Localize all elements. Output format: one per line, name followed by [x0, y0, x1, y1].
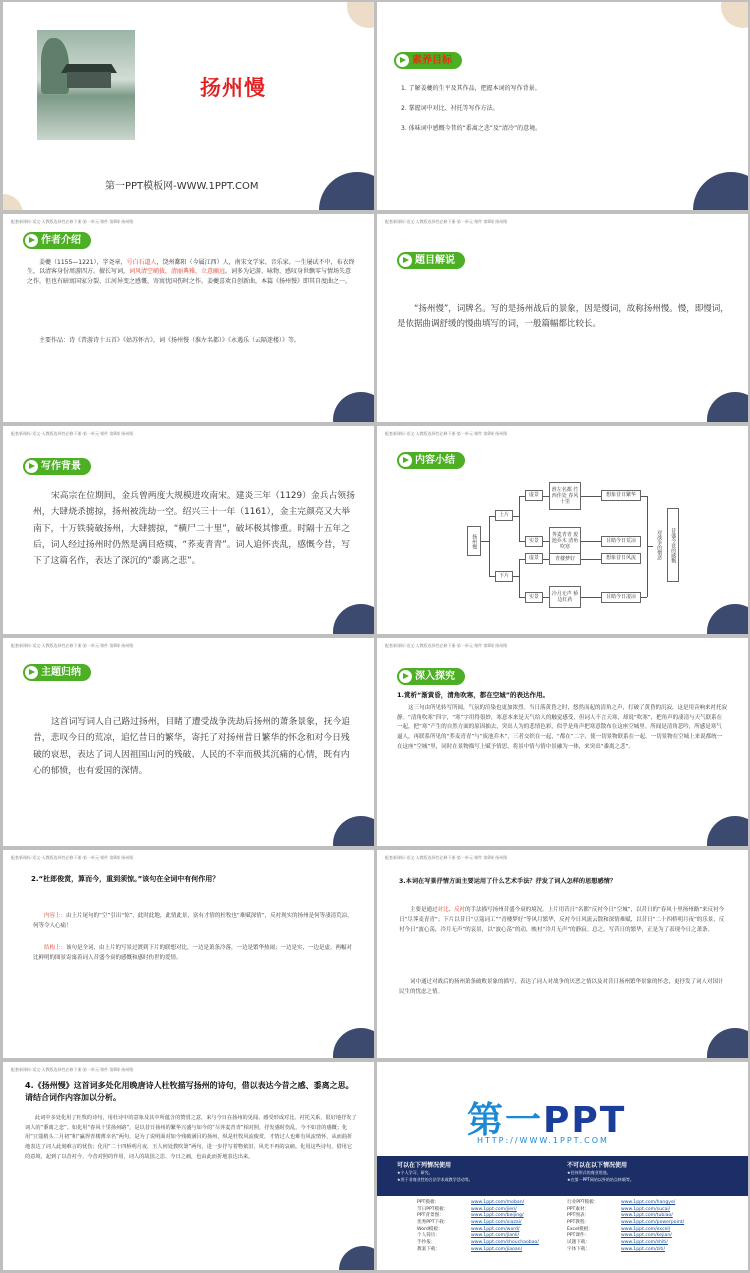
deco-circle	[319, 172, 374, 210]
goal-item: 2. 掌握词中对比、衬托等写作方法。	[401, 105, 499, 112]
title-paragraph: “扬州慢”，词牌名。写的是扬州战后的景象，因是慢词，故称扬州慢。慢，即慢词，是依据曲调舒缓的慢曲填写的词，一般篇幅都比较长。	[397, 304, 729, 330]
usage-allowed-1: ★个人学习、研究。	[397, 1170, 433, 1175]
link-row	[417, 1247, 539, 1254]
slide-inquiry-1[interactable]	[377, 638, 748, 846]
usage-allowed-2: ★用于非商业性的合法学术或教学活动等。	[397, 1177, 473, 1182]
deco-circle	[339, 1246, 374, 1270]
mm-virtual: 虚景	[525, 490, 543, 501]
slide-credits[interactable]	[377, 1062, 748, 1270]
question: 1.赏析“渐黄昏，清角吹寒，都在空城”的表达作用。	[397, 691, 550, 699]
usage-forbidden-title: 不可以在以下情况使用	[567, 1162, 628, 1169]
deco-circle	[693, 172, 748, 210]
link-url[interactable]: www.1ppt.com/beijing/	[471, 1213, 524, 1219]
slide-theme[interactable]	[3, 638, 374, 846]
answer: 此词中多处化用了杜牧的诗句，用杜诗中的意象及其中所蕴含的赞赏之意，来与今日在扬州的见闻、感受形成对比、衬托关系，很好地抒发了词人的“黍离之悲”。如化用“春风十里扬州路”，是以昔日扬州的繁华兴盛与如今的“尽荠麦青青”相对照，抒发感时伤乱。今不如昔的感慨；化用“豆蔻梢头二月初”和“赢得青楼薄幸名”两句，是为了说明面对如今残破满目的扬州，纵是杜牧风流俊赏，才情过人也难有风流情怀，从而曲折地表达了词人此刻难言的忧伤；化用“二十四桥明月夜，玉人何处教吹箫”两句，进一步抒写着物依旧、风光不再的哀痛。化用这些诗句，借用它的意境，起到了以昔衬今、今昔对照的作用，词人的故国之思、今日之痛，也由此而折地表达出来。	[25, 1115, 357, 1160]
link-label: PPT素材：	[567, 1206, 590, 1212]
slide-background[interactable]	[3, 426, 374, 634]
mm-c4: 目睹今日凄凉	[601, 592, 641, 603]
mm-b1: 淮左名都 竹西佳处 春风十里	[549, 482, 581, 510]
link-label: 个人简历：	[417, 1233, 440, 1239]
slide-title[interactable]	[3, 2, 374, 210]
link-url[interactable]: www.1ppt.com/jiaoan/	[471, 1246, 523, 1252]
mm-b3: 青楼梦好	[549, 553, 581, 565]
link-label: Excel模板：	[567, 1226, 593, 1232]
deco-circle	[721, 2, 748, 28]
link-row	[567, 1247, 684, 1254]
section-tag: 素养目标	[394, 52, 462, 69]
usage-band	[377, 1156, 748, 1196]
link-label: 试题下载：	[567, 1239, 590, 1245]
link-url[interactable]: www.1ppt.com/hangye/	[621, 1200, 676, 1205]
slide-header: 配套新课标·语文·人教版选择性必修下册·第一单元·课件 第8课 扬州慢	[385, 855, 508, 860]
slide-author[interactable]	[3, 214, 374, 422]
link-row	[417, 1220, 539, 1227]
links-left	[417, 1200, 539, 1253]
link-row	[417, 1240, 539, 1247]
theme-paragraph: 这首词写词人自己路过扬州，目睹了遭受战争洗劫后扬州的萧条景象，抚今追昔，悲叹今日的荒凉，追忆昔日的繁华，寄托了对扬州昔日繁华的怀念和对今日残破的哀思，表达了词人因祖国山河的残破、人民的不幸而极其沉痛的心情，既有内心的郁愤，也有爱国的深情。	[33, 717, 351, 776]
link-url[interactable]: www.1ppt.com/tubiao/	[621, 1213, 673, 1219]
logo-url: HTTP://WWW.1PPT.COM	[477, 1136, 609, 1145]
slide-inquiry-3[interactable]	[377, 850, 748, 1058]
slide-header: 配套新课标·语文·人教版选择性必修下册·第一单元·课件 第8课 扬州慢	[385, 431, 508, 436]
link-label: PPT课件：	[567, 1233, 590, 1239]
link-label: 字体下载：	[567, 1246, 590, 1252]
link-label: 优秀PPT下载：	[417, 1219, 449, 1225]
mm-lower: 下片	[495, 571, 513, 582]
link-row	[417, 1200, 539, 1207]
mm-b2: 荠麦青青 废池乔木 清角吹寒	[549, 527, 581, 555]
mm-root: 扬州慢	[467, 526, 481, 556]
deco-circle	[333, 816, 374, 846]
slide-goals[interactable]	[377, 2, 748, 210]
slide-header: 配套新课标·语文·人教版选择性必修下册·第一单元·课件 第8课 扬州慢	[11, 219, 134, 224]
link-label: PPT图表：	[567, 1213, 590, 1219]
deco-circle	[707, 1028, 748, 1058]
link-url[interactable]: www.1ppt.com/sucai/	[621, 1206, 671, 1212]
goal-item: 1. 了解姜夔的生平及其作品，把握本词的写作背景。	[401, 85, 541, 92]
slide-header: 配套新课标·语文·人教版选择性必修下册·第一单元·课件 第8课 扬州慢	[385, 643, 508, 648]
link-url[interactable]: www.1ppt.com/kejian/	[621, 1233, 672, 1239]
section-tag: 主题归纳	[23, 664, 91, 681]
slide-title-explain[interactable]	[377, 214, 748, 422]
section-tag: 深入探究	[397, 668, 465, 685]
author-paragraph: 姜夔（1155—1221），字尧章，号白石道人，饶州鄱阳（今属江西）人，南宋文学家、音乐家。一生屡试不中，布衣终生，以清客身份周游四方。擅长写词，词风清空峭拔，清丽典雅，立意幽远。词多为记游、咏物、感叹身世飘零与情场失意之作，但也有暗寓国家分裂、江河异变之感慨，寄寓忧国伤时之作。姜夔喜欢自创新曲，本篇《扬州慢》即其自度曲之一。	[27, 259, 355, 285]
deco-circle	[3, 194, 23, 210]
link-row	[567, 1213, 684, 1220]
deco-circle	[333, 604, 374, 634]
question: 2.“杜郎俊赏，算而今，重到须惊。”该句在全词中有何作用？	[31, 875, 220, 883]
link-label: PPT教程：	[567, 1219, 590, 1225]
deco-circle	[707, 392, 748, 422]
mm-real: 实景	[525, 536, 543, 547]
logo: 第一PPT	[467, 1100, 627, 1141]
slide-inquiry-4[interactable]	[3, 1062, 374, 1270]
answer-content: 内容上：由上片尾句的“空”引出“惊”，此时此地，此情此景，富有才情的杜牧也“难赋深情”，反衬现实的扬州是何等凄清荒凉，何等令人心痛！	[33, 913, 353, 929]
mm-end-2: 昔盛今衰的感慨	[667, 508, 679, 582]
link-label: 手抄报：	[417, 1239, 436, 1245]
mm-real-2: 实景	[525, 592, 543, 603]
deco-circle	[333, 392, 374, 422]
section-tag: 内容小结	[397, 452, 465, 469]
site-credit: 第一PPT模板网-WWW.1PPT.COM	[105, 181, 259, 192]
mm-c1: 想象昔日繁华	[601, 490, 641, 501]
link-row	[567, 1200, 684, 1207]
link-row	[567, 1233, 684, 1240]
usage-forbidden-2: ★在第一PPT网站以外的站点转载等。	[567, 1177, 634, 1182]
link-row	[417, 1213, 539, 1220]
mm-virtual-2: 虚景	[525, 553, 543, 564]
link-url[interactable]: www.1ppt.com/moban/	[471, 1200, 525, 1205]
mm-upper: 上片	[495, 510, 513, 521]
background-paragraph: 宋高宗在位期间，金兵曾两度大规模进攻南宋。建炎三年（1129）金兵占领扬州，大肆烧杀掳掠，扬州被洗劫一空。绍兴三十一年（1161），金主完颜亮又大举南下，十万铁骑破扬州，大肆掳掠，“横尸二十里”，破坏极其惨重。时隔十五年之后，词人经过扬州时仍然是满目疮痍、“荞麦青青”。词人追怀丧乱，感慨今昔，写下了这篇名作，表达了深沉的“黍离之悲”。	[33, 491, 355, 567]
deco-circle	[347, 2, 374, 28]
link-url[interactable]: www.1ppt.com/ziti/	[621, 1246, 665, 1252]
link-label: Word模板：	[417, 1226, 443, 1232]
links-right	[567, 1200, 684, 1253]
section-tag: 题目解说	[397, 252, 465, 269]
goal-item: 3. 体味词中感慨今昔的“黍离之悲”及“清冷”的意境。	[401, 125, 542, 132]
answer: 这三句由所见转写所闻，气氛的渲染也更加浓烈。当日落黄昏之时，悠然而起的清角之声，打破了黄昏的沉寂，这是用音响来衬托寂静。“清角吹寒”四字，“寒”字用得很妙，寒意本来是天气给人的触觉感受，但词人不言天寒，却说“吹寒”，把角声的凄清与天气联系在一起，把“寒”产生的自然方面的原因抽去，突出人为的悲情色彩，似乎是角声把寒意散布在这座空城里。所闻是清角悲吟，所感是寒气逼人，再联系所见的“荞麦青青”与“废池乔木”，三者交织在一起，“都在”二字，使一切景物联系在一起，一切景物在空城上来说都统一在这座“空城”里，同时在景物描写上赋予情思，将景中情与情中景融为一体，来突出“黍离之悲”。	[397, 705, 728, 750]
cover-image	[37, 30, 135, 140]
question: 4.《扬州慢》这首词多处化用晚唐诗人杜牧描写扬州的诗句，借以表达今昔之感、黍离之思。请结合词作内容加以分析。	[25, 1081, 354, 1102]
deco-circle	[707, 604, 748, 634]
slide-header: 配套新课标·语文·人教版选择性必修下册·第一单元·课件 第8课 扬州慢	[11, 643, 134, 648]
slide-header: 配套新课标·语文·人教版选择性必修下册·第一单元·课件 第8课 扬州慢	[11, 431, 134, 436]
mm-b4: 冷月无声 桥边红药	[549, 586, 581, 608]
slide-header: 配套新课标·语文·人教版选择性必修下册·第一单元·课件 第8课 扬州慢	[11, 1067, 134, 1072]
answer-structure: 结构上：该句是全词，由上片的写景过渡到下片的联想对比，一边是萧条冷落，一边是繁华热闹；一边是实，一边是虚。两幅对比鲜明的图景寄寓着词人昔盛今衰的感慨和感时伤世的爱情。	[33, 945, 353, 961]
mm-c2: 目睹今日荒凉	[601, 536, 641, 547]
link-url[interactable]: www.1ppt.com/shiti/	[621, 1239, 668, 1245]
deco-circle	[333, 1028, 374, 1058]
link-label: 教案下载：	[417, 1246, 440, 1252]
answer-p2: 词中通过对战后的扬州萧条破败景象的描写，表达了词人对战争的厌恶之情以及对昔日扬州繁华景象的怀念，更抒发了词人对国计民生的忧虑之情。	[399, 979, 724, 995]
slide-title-text: 扬州慢	[200, 76, 266, 100]
link-label: 行业PPT模板：	[567, 1200, 599, 1205]
usage-forbidden-1: ★任何形式的商业用途。	[567, 1170, 611, 1175]
deco-circle	[707, 816, 748, 846]
link-url[interactable]: www.1ppt.com/excel/	[621, 1226, 671, 1232]
mm-c3: 想象昔日风流	[601, 553, 641, 564]
link-row	[567, 1220, 684, 1227]
slide-summary[interactable]	[377, 426, 748, 634]
usage-allowed-title: 可以在下列情况使用	[397, 1162, 452, 1169]
link-url[interactable]: www.1ppt.com/xiazai/	[471, 1219, 522, 1225]
slide-inquiry-2[interactable]	[3, 850, 374, 1058]
works-paragraph: 主要作品：诗《昔游诗十五首》《姑苏怀古》，词《扬州慢（淮左名都）》《永遇乐（云隔迷楼）》等。	[39, 337, 301, 344]
mm-end: 对战争的憎恶	[653, 518, 665, 572]
slide-header: 配套新课标·语文·人教版选择性必修下册·第一单元·课件 第8课 扬州慢	[11, 855, 134, 860]
link-label: PPT背景图：	[417, 1213, 444, 1219]
link-row	[417, 1233, 539, 1240]
answer-p1: 主要是通过对比、反衬的手法描写扬州昔盛今衰的境况。上片用昔日“名都”反衬今日“空城”，以昔日的“春风十里扬州路”来反衬今日“尽荠麦青青”；下片以昔日“豆蔻词工”“青楼梦好”等风月繁华，反衬今日风流云散和深情难赋，以昔日“二十四桥明月夜”的乐景，反衬今日“波心荡，冷月无声”的哀景，以“波心荡”的动，映衬“冷月无声”的静寂。总之，写昔日的繁华，正是为了表现今日之萧条。	[399, 907, 725, 933]
link-url[interactable]: www.1ppt.com/jianli/	[471, 1233, 520, 1239]
link-url[interactable]: www.1ppt.com/word/	[471, 1226, 520, 1232]
link-url[interactable]: www.1ppt.com/powerpoint/	[621, 1219, 685, 1225]
question: 3.本词在写景抒情方面主要运用了什么艺术手法？抒发了词人怎样的思想感情？	[399, 878, 617, 885]
link-url[interactable]: www.1ppt.com/shouchaobao/	[471, 1239, 539, 1245]
link-label: PPT模板：	[417, 1200, 440, 1205]
section-tag: 写作背景	[23, 458, 91, 475]
section-tag: 作者介绍	[23, 232, 91, 249]
slide-header: 配套新课标·语文·人教版选择性必修下册·第一单元·课件 第8课 扬州慢	[385, 219, 508, 224]
link-label: 节日PPT模板：	[417, 1206, 449, 1212]
link-row	[567, 1240, 684, 1247]
link-url[interactable]: www.1ppt.com/jieri/	[471, 1206, 517, 1212]
